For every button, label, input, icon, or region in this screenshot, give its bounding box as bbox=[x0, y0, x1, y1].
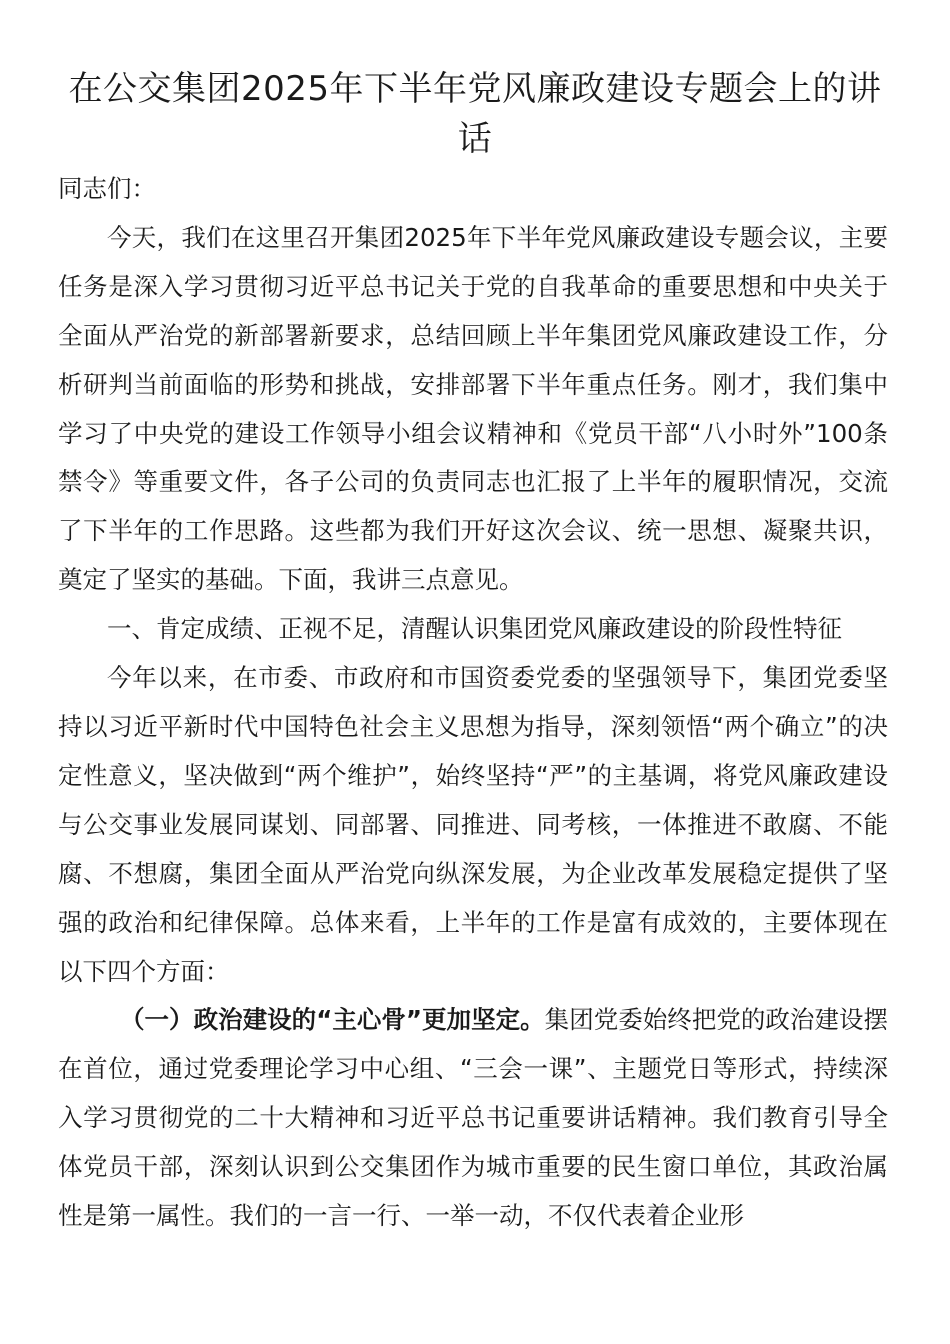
section-heading-1: 一、肯定成绩、正视不足，清醒认识集团党风廉政建设的阶段性特征 bbox=[107, 614, 842, 644]
paragraph-point-1 bbox=[58, 996, 888, 1241]
document-body bbox=[58, 165, 888, 1241]
point-1-heading: （一）政治建设的“主心骨”更加坚定。 bbox=[120, 1005, 545, 1035]
salutation: 同志们： bbox=[58, 174, 156, 203]
point-1-text: 集团党委始终把党的政治建设摆在首位，通过党委理论学习中心组、“三会一课”、主题党日等形式，持续深入学习贯彻党的二十大精神和习近平总书记重要讲话精神。我们教育引导全体党员干部，深刻认识到公交集团作为城市重要的民生窗口单位，其政治属性是第一属性。我们的一言一行、一举一动，不仅代表着企业形 bbox=[58, 1005, 889, 1231]
paragraph-summary: 今年以来，在市委、市政府和市国资委党委的坚强领导下，集团党委坚持以习近平新时代中国特色社会主义思想为指导，深刻领悟“两个确立”的决定性意义，坚决做到“两个维护”，始终坚持“严”的主基调，将党风廉政建设与公交事业发展同谋划、同部署、同推进、同考核，一体推进不敢腐、不能腐、不想腐，集团全面从严治党向纵深发展，为企业改革发展稳定提供了坚强的政治和纪律保障。总体来看，上半年的工作是富有成效的，主要体现在以下四个方面： bbox=[58, 663, 888, 986]
paragraph-intro: 今天，我们在这里召开集团2025年下半年党风廉政建设专题会议，主要任务是深入学习贯彻习近平总书记关于党的自我革命的重要思想和中央关于全面从严治党的新部署新要求，总结回顾上半年集团党风廉政建设工作，分析研判当前面临的形势和挑战，安排部署下半年重点任务。刚才，我们集中学习了中央党的建设工作领导小组会议精神和《党员干部“八小时外”100条禁令》等重要文件，各子公司的负责同志也汇报了上半年的履职情况，交流了下半年的工作思路。这些都为我们开好这次会议、统一思想、凝聚共识，奠定了坚实的基础。下面，我讲三点意见。 bbox=[58, 222, 888, 595]
document-title: 在公交集团2025年下半年党风廉政建设专题会上的讲话 bbox=[68, 69, 882, 159]
